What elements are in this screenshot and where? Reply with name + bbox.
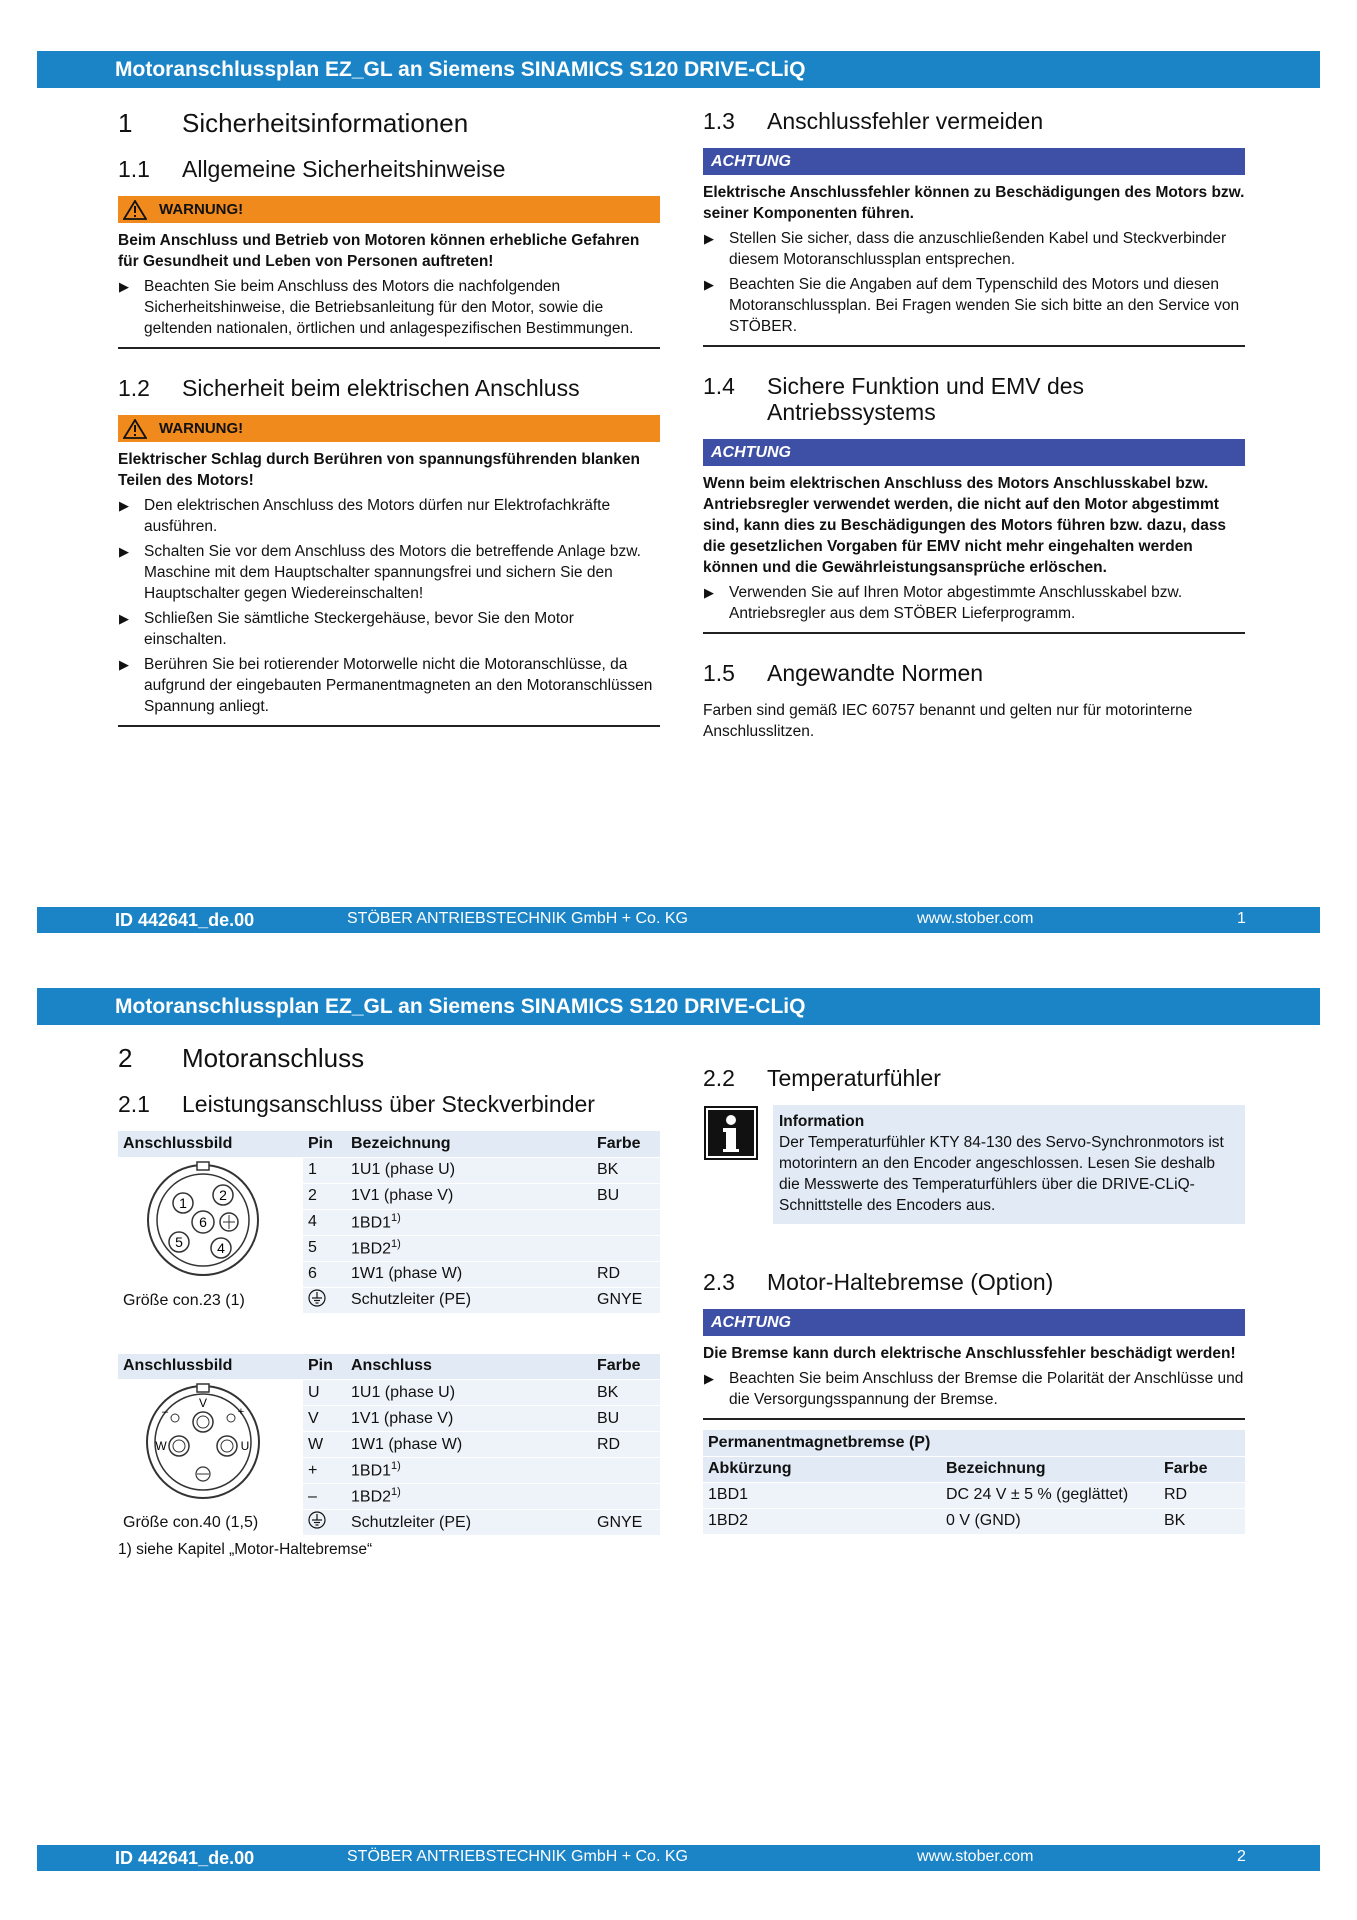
notice-label: ACHTUNG [711,443,791,461]
subsection-title: Leistungsanschluss über Steckverbinder [182,1091,595,1117]
color-cell: BK [592,1380,660,1406]
warning-banner [118,415,660,442]
color-cell: RD [592,1261,660,1287]
subsection-number: 1.3 [703,108,735,134]
pin-cell: + [303,1458,346,1484]
subsection-heading [118,375,660,401]
designation-cell: DC 24 V ± 5 % (geglättet) [941,1482,1159,1508]
notice-banner [703,148,1245,175]
pin-cell: – [303,1484,346,1510]
pin-cell: 4 [303,1209,346,1235]
list-item: ▶ Beachten Sie beim Anschluss des Motors die nachfolgenden Sicherheitshinweise, die Betriebsanleitung für den Motor, sowie die geltenden nationalen, örtlichen und anlagespezifischen Bestimmungen. [118,276,660,339]
color-cell: BU [592,1183,660,1209]
designation-text: 1BD2 [351,1240,392,1258]
bullet-list [703,582,1245,624]
connector-con23-diagram [143,1160,263,1280]
svg-text:5: 5 [175,1233,183,1250]
svg-text:+: + [237,1406,245,1418]
table-header-row [118,1131,660,1157]
warning-text: Elektrischer Schlag durch Berühren von spannungsführenden blanken Teilen des Motors! [118,451,640,489]
connector-size-label: Größe con.40 (1,5) [123,1514,259,1531]
list-item: ▶ Stellen Sie sicher, dass die anzuschließenden Kabel und Steckverbinder diesem Motoranschlussplan entsprechen. [703,228,1245,270]
information-icon [703,1105,759,1161]
subsection-number: 1.5 [703,660,735,686]
color-cell: BK [1159,1508,1245,1534]
document-id: ID 442641_de.00 [115,910,255,930]
company-name: STÖBER ANTRIEBSTECHNIK GmbH + Co. KG [347,910,688,927]
paragraph: Farben sind gemäß IEC 60757 benannt und gelten nur für motorinterne Anschlusslitzen. [703,702,1193,740]
subsection-number: 2.2 [703,1065,735,1091]
list-item: ▶ Beachten Sie beim Anschluss der Bremse die Polarität der Anschlüsse und die Versorgungsspannung der Bremse. [703,1368,1245,1410]
table-row [118,1380,660,1406]
pin-cell: 2 [303,1183,346,1209]
color-cell: BK [592,1157,660,1183]
warning-text: Beim Anschluss und Betrieb von Motoren können erhebliche Gefahren für Gesundheit und Leben von Personen auftreten! [118,232,640,270]
column-header: Bezeichnung [346,1131,592,1157]
pin-cell [303,1510,346,1536]
pin-cell: V [303,1406,346,1432]
divider [118,347,660,349]
connector-con40-diagram [143,1382,263,1507]
list-item: ▶ Beachten Sie die Angaben auf dem Typenschild des Motors und diesen Motoranschlussplan. Bei Fragen wenden Sie sich bitte an den Service von STÖBER. [703,274,1245,337]
column-header: Anschluss [346,1354,592,1380]
subsection-heading [118,156,660,182]
color-cell [592,1484,660,1510]
subsection-number: 2.1 [118,1091,150,1117]
page1-right-column [703,108,1245,742]
footnote-marker: 1) [391,1486,401,1499]
brake-table [703,1430,1245,1535]
notice-label: ACHTUNG [711,1313,791,1331]
color-cell: RD [1159,1482,1245,1508]
divider [703,345,1245,347]
pin-cell: U [303,1380,346,1406]
page-number: 2 [1237,1848,1246,1865]
list-item: ▶ Den elektrischen Anschluss des Motors dürfen nur Elektrofachkräfte ausführen. [118,495,660,537]
designation-cell: Schutzleiter (PE) [346,1510,592,1536]
svg-text:1: 1 [179,1194,187,1211]
section-number: 2 [118,1043,133,1073]
designation-cell: 0 V (GND) [941,1508,1159,1534]
footnote-marker: 1) [391,1237,401,1250]
page-number: 1 [1237,910,1246,927]
list-item: ▶ Berühren Sie bei rotierender Motorwelle nicht die Motoranschlüsse, da aufgrund der eingebauten Permanentmagneten an den Motoranschlüssen Spannung anliegt. [118,654,660,717]
footnote: 1) siehe Kapitel „Motor-Haltebremse“ [118,1541,373,1558]
information-content [773,1105,1245,1224]
color-cell [592,1458,660,1484]
website-link[interactable]: www.stober.com [917,910,1034,927]
divider [118,725,660,727]
bullet-list [703,228,1245,337]
subsection-title: Anschlussfehler vermeiden [767,108,1044,134]
divider [703,632,1245,634]
notice-banner [703,1309,1245,1336]
designation-text: 1BD2 [351,1488,392,1506]
designation-cell: 1V1 (phase V) [346,1406,592,1432]
information-box [703,1105,1245,1224]
svg-text:–: – [161,1406,169,1418]
subsection-heading [703,373,1245,425]
abbreviation-cell: 1BD1 [703,1482,941,1508]
footnote-marker: 1) [391,1460,401,1473]
page-footer-band [37,907,1320,933]
information-title: Information [779,1113,865,1130]
section-title: Sicherheitsinformationen [182,108,469,138]
notice-label: ACHTUNG [711,152,791,170]
subsection-title: Angewandte Normen [767,660,984,686]
color-cell: RD [592,1432,660,1458]
warning-label: WARNUNG! [159,420,244,437]
column-header: Farbe [592,1131,660,1157]
divider [703,1418,1245,1420]
bullet-list [118,276,660,339]
warning-label: WARNUNG! [159,201,244,218]
table-header-row [118,1354,660,1380]
subsection-heading [703,1065,1245,1091]
color-cell: GNYE [592,1510,660,1536]
notice-text: Elektrische Anschlussfehler können zu Beschädigungen des Motors bzw. seiner Komponenten führen. [703,184,1245,222]
pin-cell: 6 [303,1261,346,1287]
document-id: ID 442641_de.00 [115,1848,255,1868]
designation-cell [346,1484,592,1510]
column-header: Farbe [592,1354,660,1380]
section-number: 1 [118,108,133,138]
pin-cell: 5 [303,1235,346,1261]
subsection-heading [703,660,1245,686]
connector-pin-table [118,1354,660,1537]
svg-text:4: 4 [217,1239,225,1256]
subsection-number: 2.3 [703,1269,735,1295]
page2-left-column [118,1043,660,1560]
pin-cell: 1 [303,1157,346,1183]
page1-left-column [118,108,660,727]
svg-text:V: V [198,1396,208,1410]
subsection-heading [703,1269,1245,1295]
table-title-row [703,1430,1245,1456]
warning-banner [118,196,660,223]
column-header: Pin [303,1131,346,1157]
subsection-number: 1.4 [703,373,735,399]
subsection-number: 1.2 [118,375,150,401]
designation-cell [346,1209,592,1235]
table-title: Permanentmagnetbremse (P) [703,1430,1245,1456]
subsection-number: 1.1 [118,156,150,182]
table-row [703,1482,1245,1508]
connector-diagram-cell [118,1380,303,1536]
list-item: ▶ Schalten Sie vor dem Anschluss des Motors die betreffende Anlage bzw. Maschine mit dem Hauptschalter spannungsfrei und sichern Sie den Hauptschalter gegen Wiedereinschalten! [118,541,660,604]
warning-triangle-icon [123,419,147,439]
color-cell: BU [592,1406,660,1432]
designation-cell: 1U1 (phase U) [346,1157,592,1183]
website-link[interactable]: www.stober.com [917,1848,1034,1865]
warning-triangle-icon [123,200,147,220]
color-cell [592,1235,660,1261]
color-cell: GNYE [592,1287,660,1313]
svg-text:U: U [240,1439,250,1453]
section-title: Motoranschluss [182,1043,365,1073]
column-header: Anschlussbild [118,1131,303,1157]
document-title: Motoranschlussplan EZ_GL an Siemens SINAMICS S120 DRIVE-CLiQ [115,995,806,1018]
notice-text: Wenn beim elektrischen Anschluss des Motors Anschlusskabel bzw. Antriebsregler verwendet werden, die nicht auf den Motor abgestimmt sind, kann dies zu Beschädigungen des Motors führen bzw. dazu, dass die gesetzlichen Vorgaben für EMV nicht mehr eingehalten werden können und die Gewährleistungsansprüche erlöschen. [703,475,1227,576]
footnote-marker: 1) [391,1211,401,1224]
table-header-row [703,1456,1245,1482]
designation-cell: 1W1 (phase W) [346,1261,592,1287]
column-header: Pin [303,1354,346,1380]
connector-size-label: Größe con.23 (1) [123,1291,245,1309]
document-title: Motoranschlussplan EZ_GL an Siemens SINAMICS S120 DRIVE-CLiQ [115,58,806,81]
connector-diagram-cell [118,1157,303,1313]
subsection-title: Temperaturfühler [767,1065,941,1091]
subsection-title: Allgemeine Sicherheitshinweise [182,156,506,182]
svg-text:2: 2 [219,1186,227,1203]
section-heading [118,1043,660,1073]
information-text: Der Temperaturfühler KTY 84-130 des Servo-Synchronmotors ist motorintern an den Encoder angeschlossen. Lesen Sie deshalb die Messwerte des Temperaturfühlers über die DRIVE-CLiQ-Schnittstelle des Encoders aus. [779,1134,1224,1214]
column-header: Farbe [1159,1456,1245,1482]
page-header-band [37,988,1320,1025]
designation-cell: 1V1 (phase V) [346,1183,592,1209]
table-row [703,1508,1245,1534]
svg-text:6: 6 [199,1213,207,1230]
notice-banner [703,439,1245,466]
column-header: Bezeichnung [941,1456,1159,1482]
abbreviation-cell: 1BD2 [703,1508,941,1534]
section-heading [118,108,660,138]
bullet-list [703,1368,1245,1410]
connector-pin-table [118,1131,660,1314]
page-header-band [37,51,1320,88]
subsection-heading [118,1091,660,1117]
ground-icon [308,1289,326,1307]
designation-text: 1BD1 [351,1462,392,1480]
notice-text: Die Bremse kann durch elektrische Anschlussfehler beschädigt werden! [703,1345,1236,1362]
subsection-title: Sicherheit beim elektrischen Anschluss [182,375,580,401]
designation-cell [346,1458,592,1484]
column-header: Abkürzung [703,1456,941,1482]
designation-cell: Schutzleiter (PE) [346,1287,592,1313]
page2-right-column [703,1065,1245,1535]
designation-text: 1BD1 [351,1214,392,1232]
pin-cell [303,1287,346,1313]
designation-cell: 1U1 (phase U) [346,1380,592,1406]
designation-cell [346,1235,592,1261]
subsection-title: Sichere Funktion und EMV des Antriebssystems [767,373,1085,425]
list-item: ▶ Schließen Sie sämtliche Steckergehäuse, bevor Sie den Motor einschalten. [118,608,660,650]
subsection-heading [703,108,1245,134]
page-footer-band [37,1845,1320,1871]
list-item: ▶ Verwenden Sie auf Ihren Motor abgestimmte Anschlusskabel bzw. Antriebsregler aus dem STÖBER Lieferprogramm. [703,582,1245,624]
ground-icon [308,1511,326,1529]
subsection-title: Motor-Haltebremse (Option) [767,1269,1054,1295]
table-row [118,1157,660,1183]
color-cell [592,1209,660,1235]
bullet-list [118,495,660,717]
designation-cell: 1W1 (phase W) [346,1432,592,1458]
company-name: STÖBER ANTRIEBSTECHNIK GmbH + Co. KG [347,1848,688,1865]
pin-cell: W [303,1432,346,1458]
column-header: Anschlussbild [118,1354,303,1380]
svg-text:W: W [155,1439,167,1453]
